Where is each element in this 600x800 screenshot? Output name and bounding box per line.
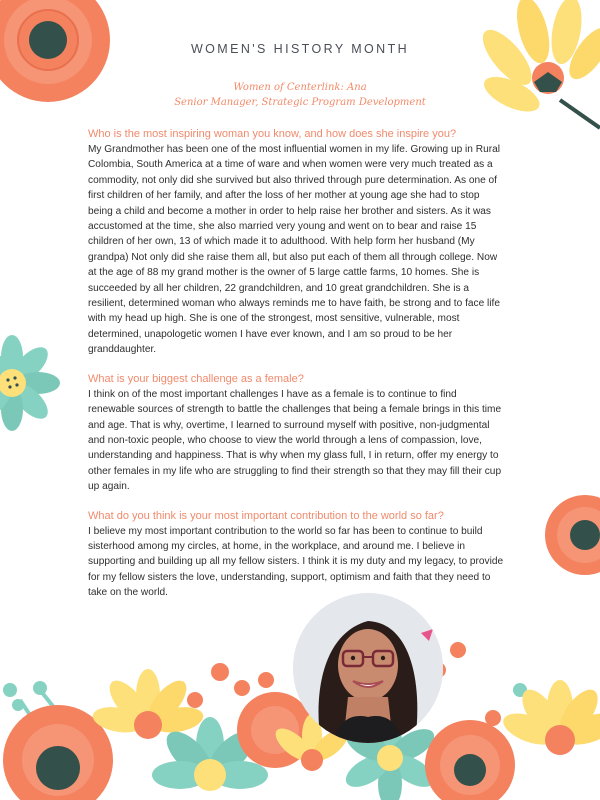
byline-role: Senior Manager, Strategic Program Development [174, 97, 426, 108]
answer-1: My Grandmother has been one of the most influential women in my life. Growing up in Rural Colombia, South America at a time of ware and when women were very much treated as a commodity, not only did she survived but also thrived through pure determination. As one of first children of her family, and after the loss of her mother at young age she had to stop being a child and become a mother in order to help raise her brother and sisters. As it was accustomed at the time, she also married very young and went on to bear and raise 15 children of her own, 13 of which made it to adulthood. With help form her husband (My grandpa) Not only did she raise them all, but also put each of them all through college. Now at the age of 88 my grand mother is the owner of 5 large cattle farms, 10 homes. She is succeeded by all her children, 22 grandchildren, and 10 great grandchildren. She is a resilient, determined woman who always reminds me to have faith, be strong and to face life with my head up high. She is one of the strongest, most sensitive, vulnerable, most determined, unapologetic women I have ever known, and I am so proud to be her granddaughter. [88, 144, 500, 356]
profile-photo [293, 593, 443, 743]
question-2: What is your biggest challenge as a female? [88, 372, 304, 385]
answer-2: I think on of the most important challenges I have as a female is to continue to find renewable sources of strength to battle the challenges that being a female brings in this time and age. That is why, overtime, I learned to surround myself with positive, non-judgmental and non-toxic people, who choose to view the world through a lens of compassion, love, understanding and happiness. That is why when my glass full, I in return, offer my energy to other females in my life who are struggling to find their strength so that they may fill their cup up again. [88, 388, 502, 493]
byline-name: Women of Centerlink: Ana [233, 82, 367, 93]
coral-flower-icon [545, 495, 600, 575]
byline [0, 80, 600, 110]
teal-flower-icon [0, 335, 60, 431]
page-title: WOMEN'S HISTORY MONTH [190, 42, 410, 56]
answer-3: I believe my most important contribution to the world so far has been to continue to build sisterhood among my circles, at home, in the workplace, and around me. I believe in supporting and building up all my fellow sisters. I think it is my duty and my legacy, to provide for my fellow sisters the love, understanding, support, optimism and faith that they need to take on the world. [88, 525, 504, 599]
question-1: Who is the most inspiring woman you know, and how does she inspire you? [88, 128, 457, 140]
article-body [88, 127, 506, 601]
question-3: What do you think is your most important contribution to the world so far? [88, 509, 444, 522]
